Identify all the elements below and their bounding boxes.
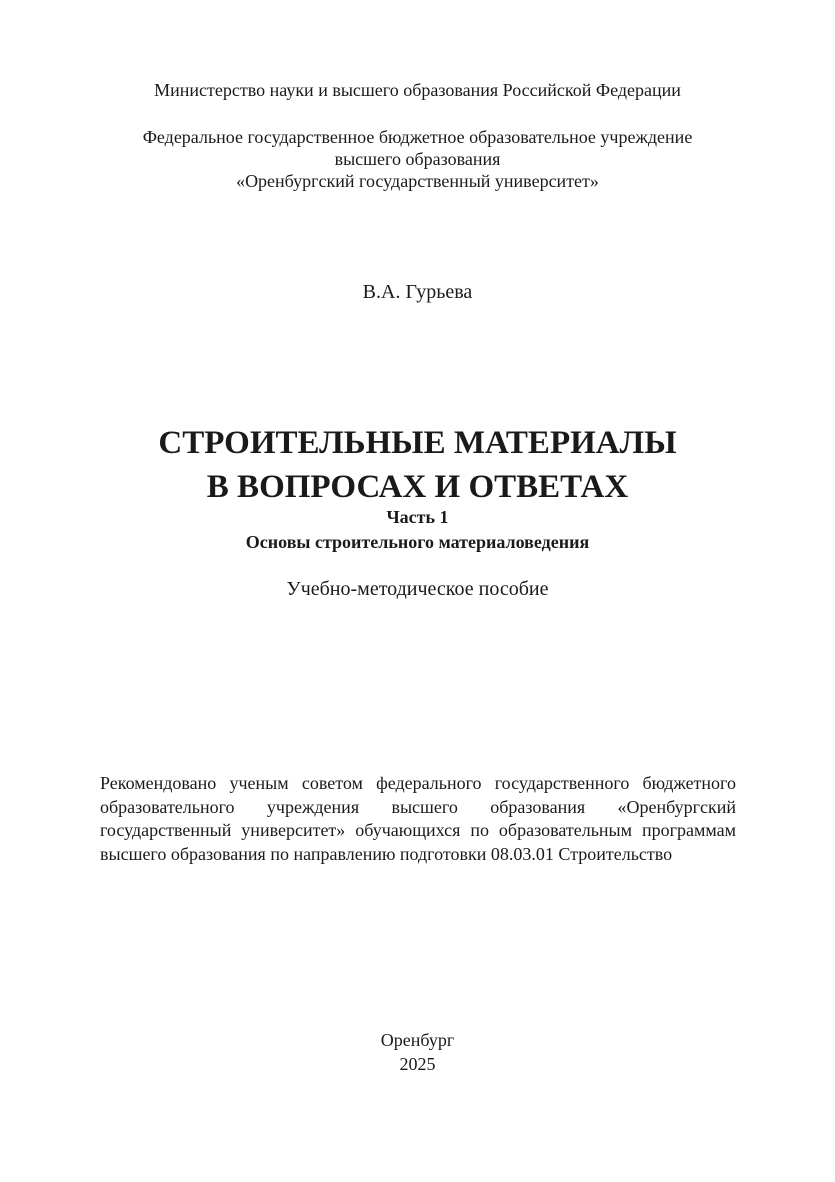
imprint-year: 2025 (399, 1054, 436, 1074)
document-type: Учебно-методическое пособие (286, 578, 549, 600)
ministry-name: Министерство науки и высшего образования Российской Федерации (154, 80, 681, 100)
part-title: Основы строительного материаловедения (245, 532, 590, 552)
recommendation-text: Рекомендовано ученым советом федерального государственного бюджетного образовательного учреждения высшего образования «Оренбургский государственный университет» обучающихся по образовательным программам высшего образования по направлению подготовки 08.03.01 Строительство (100, 773, 736, 864)
institution-line-3: «Оренбургский государственный университет» (236, 171, 599, 191)
part-number: Часть 1 (386, 507, 449, 527)
imprint-city: Оренбург (380, 1030, 455, 1050)
author-name: В.А. Гурьева (362, 281, 473, 303)
title-line-2: В ВОПРОСАХ И ОТВЕТАХ (206, 469, 629, 505)
imprint (0, 1028, 835, 1076)
title-line-1: СТРОИТЕЛЬНЫЕ МАТЕРИАЛЫ (158, 425, 677, 461)
institution-line-1: Федеральное государственное бюджетное образовательное учреждение (142, 127, 693, 147)
document-title (0, 421, 835, 509)
document-subtitle (0, 505, 835, 555)
institution-block (0, 126, 835, 192)
institution-line-2: высшего образования (334, 149, 501, 169)
